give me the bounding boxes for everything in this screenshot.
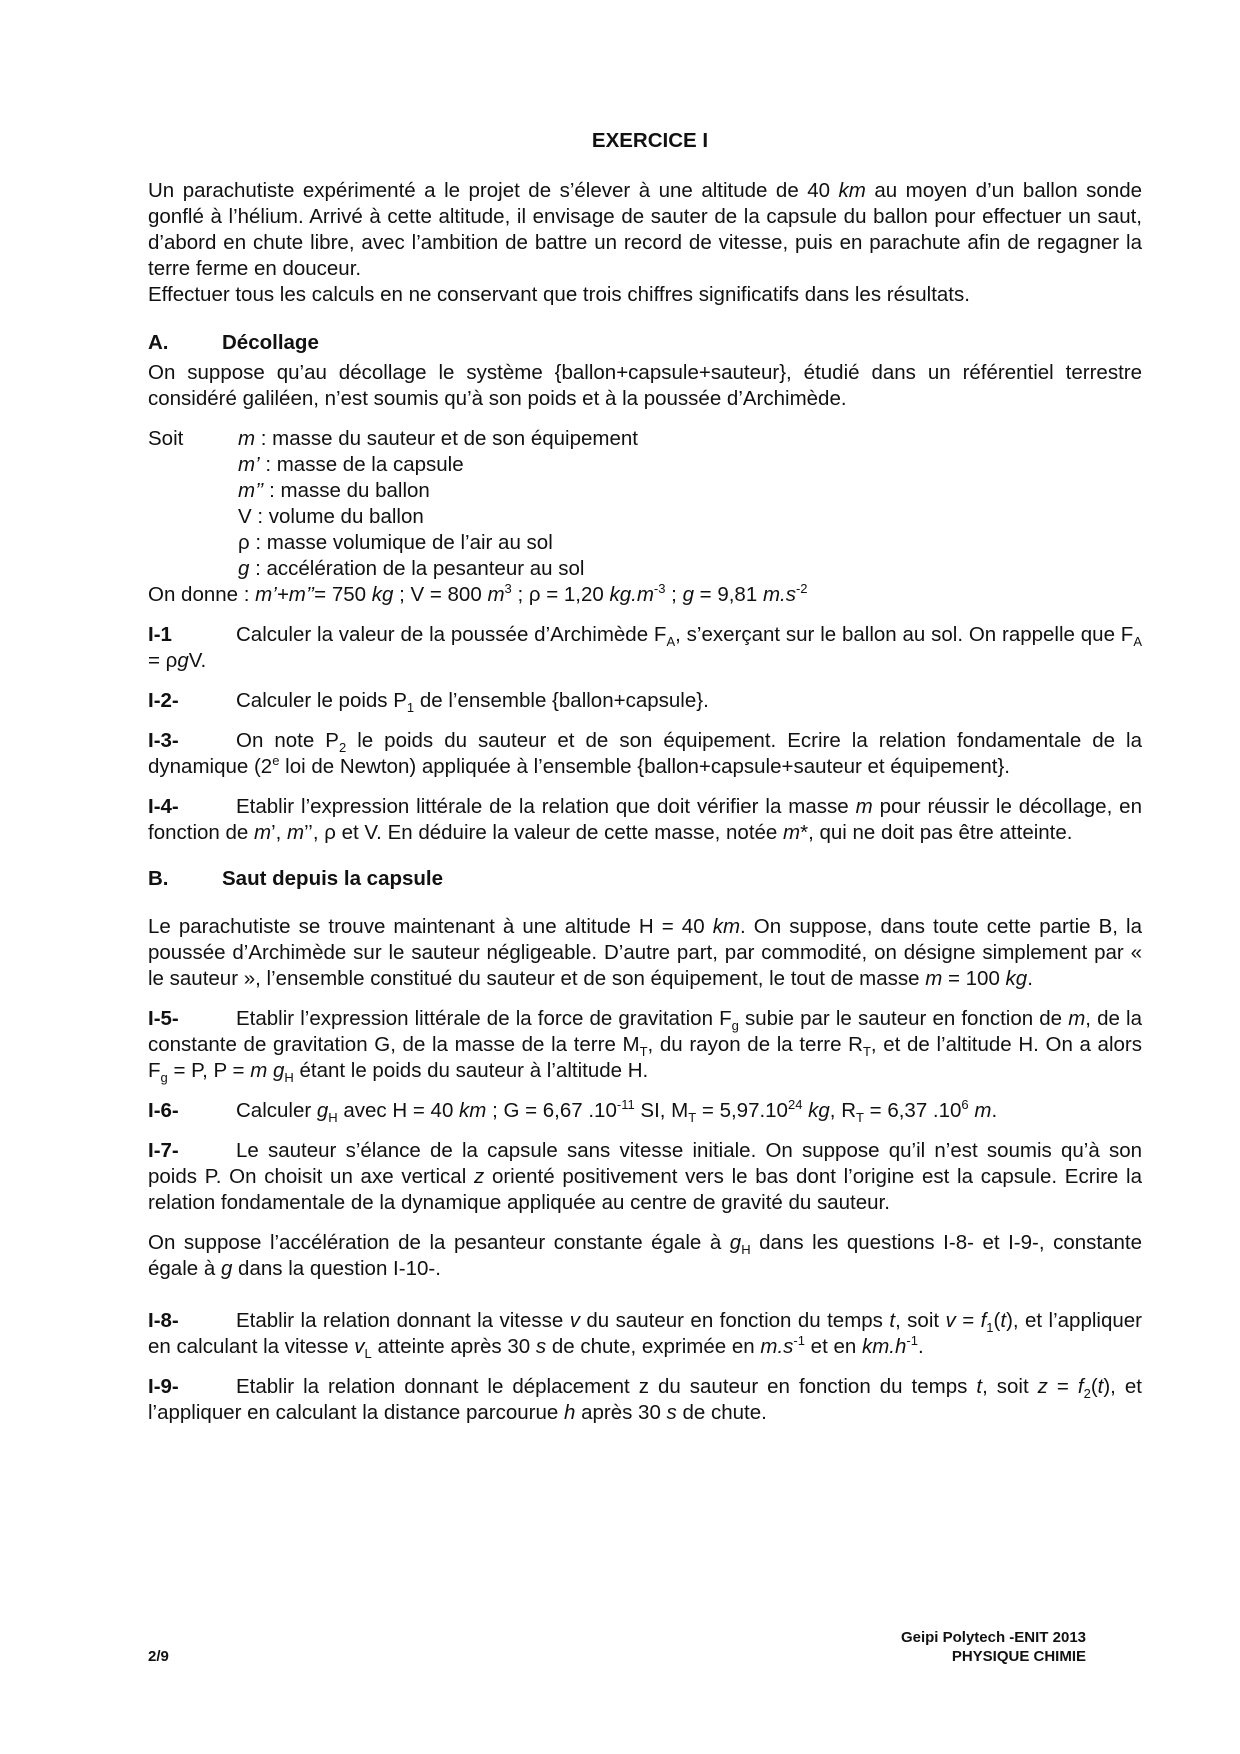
definition-item: m : masse du sauteur et de son équipement xyxy=(238,427,638,450)
definition-item: m’ : masse de la capsule xyxy=(238,453,464,476)
question-i-2: I-2- Calculer le poids $P_1$ de l’ensemble {ballon+capsule}. xyxy=(148,689,709,716)
definitions-list: Soit m : masse du sauteur et de son équipement m’ : masse de la capsule m’’ : masse du ballon V : volume du ballon ρ : masse volumique de l’air au sol g : accélération de la pesanteur au sol xyxy=(148,427,638,580)
section-a-text: On suppose qu’au décollage le système {ballon+capsule+sauteur}, étudié dans un référentiel terrestre considéré galiléen, n’est soumis qu’à son poids et à la poussée d’Archimède. xyxy=(148,361,1142,410)
question-i-4: I-4- Etablir l’expression littérale de la relation que doit vérifier la masse m pour réussir le décollage, en fonction de m’, m’’, ρ et V. En déduire la valeur de cette masse, notée m*, qui ne doit pas être atteinte. xyxy=(148,795,1142,844)
page-number: 2/9 xyxy=(148,1648,169,1665)
intro-paragraph: Un parachutiste expérimenté a le projet de s’élever à une altitude de 40 km au moyen d’un ballon sonde gonflé à l’hélium. Arrivé à cette altitude, il envisage de sauter de la capsule du ballon pour effectuer un saut, d’abord en chute libre, avec l’ambition de battre un record de vitesse, puis en parachute afin de regagner la terre ferme en douceur. Effectuer tous les calculs en ne conservant que trois chiffres significatifs dans les résultats. xyxy=(148,179,1142,306)
question-i-8: I-8- Etablir la relation donnant la vitesse v du sauteur en fonction du temps t, soit $v = f_1(t)$, et l’appliquer en calculant la vitesse $v_L$ atteinte après 30 s de chute, exprimée en $m.s^{-1}$ et en $km.h^{-1}$. xyxy=(148,1309,1142,1362)
question-i-7: I-7- Le sauteur s’élance de la capsule sans vitesse initiale. On suppose qu’il n’est soumis qu’à son poids P. On choisit un axe vertical z orienté positivement vers le bas dont l’origine est la capsule. Ecrire la relation fondamentale de la dynamique appliquée au centre de gravité du sauteur. xyxy=(148,1139,1142,1214)
definition-item: m’’ : masse du ballon xyxy=(238,479,430,502)
question-i-6: I-6- Calculer $g_H$ avec H = 40 km ; G = 6,67 $.10^{-11}$ SI, $M_T = 5,97.10^{24}$ kg, $R_T = 6,37$ $.10^6$ m. xyxy=(148,1097,998,1126)
definition-item: ρ : masse volumique de l’air au sol xyxy=(238,531,553,554)
section-b-text: Le parachutiste se trouve maintenant à une altitude H = 40 km. On suppose, dans toute cette partie B, la poussée d’Archimède sur le sauteur négligeable. D’autre part, par commodité, on désigne simplement par « le sauteur », l’ensemble constitué du sauteur et de son équipement, le tout de masse m = 100 kg. xyxy=(148,915,1143,990)
footer-school: Geipi Polytech -ENIT 2013 xyxy=(900,1629,1086,1646)
footer-subject: PHYSIQUE CHIMIE xyxy=(951,1648,1086,1665)
question-i-3: I-3- On note $P_2$ le poids du sauteur et de son équipement. Ecrire la relation fondamentale de la dynamique (2e loi de Newton) appliquée à l’ensemble {ballon+capsule+sauteur et équipement}. xyxy=(148,729,1143,778)
exercise-title: EXERCICE I xyxy=(591,129,709,152)
given-values: On donne : m’+m’’= 750 kg ; V = 800 $m^3$ ; ρ = 1,20 $kg.m^{-3}$ ; g = 9,81 $m.s^{-2}$ xyxy=(148,581,808,606)
question-i-9: I-9- Etablir la relation donnant le déplacement z du sauteur en fonction du temps t, soit $z = f_2(t)$, et l’appliquer en calculant la distance parcourue h après 30 s de chute. xyxy=(148,1375,1142,1424)
question-i-1: I-1 Calculer la valeur de la poussée d’Archimède $F_A$, s’exerçant sur le ballon au sol. On rappelle que $F_A = \rho gV$. xyxy=(148,623,1142,672)
document-page xyxy=(148,128,1142,1440)
question-i-5: I-5- Etablir l’expression littérale de la force de gravitation $F_g$ subie par le sauteur en fonction de m, de la constante de gravitation G, de la masse de la terre $M_T$, du rayon de la terre $R_T$, et de l’altitude H. On a alors $F_g = P$, P = m $g_H$ étant le poids du sauteur à l’altitude H. xyxy=(148,1007,1142,1086)
definition-item: V : volume du ballon xyxy=(238,505,424,528)
hypothesis-text: On suppose l’accélération de la pesanteur constante égale à $g_H$ dans les questions I-8- et I-9-, constante égale à g dans la question I-10-. xyxy=(148,1231,1142,1280)
section-a-heading: A. Décollage xyxy=(148,331,319,354)
section-b-heading: B. Saut depuis la capsule xyxy=(148,867,444,890)
definition-item: g : accélération de la pesanteur au sol xyxy=(238,557,585,580)
